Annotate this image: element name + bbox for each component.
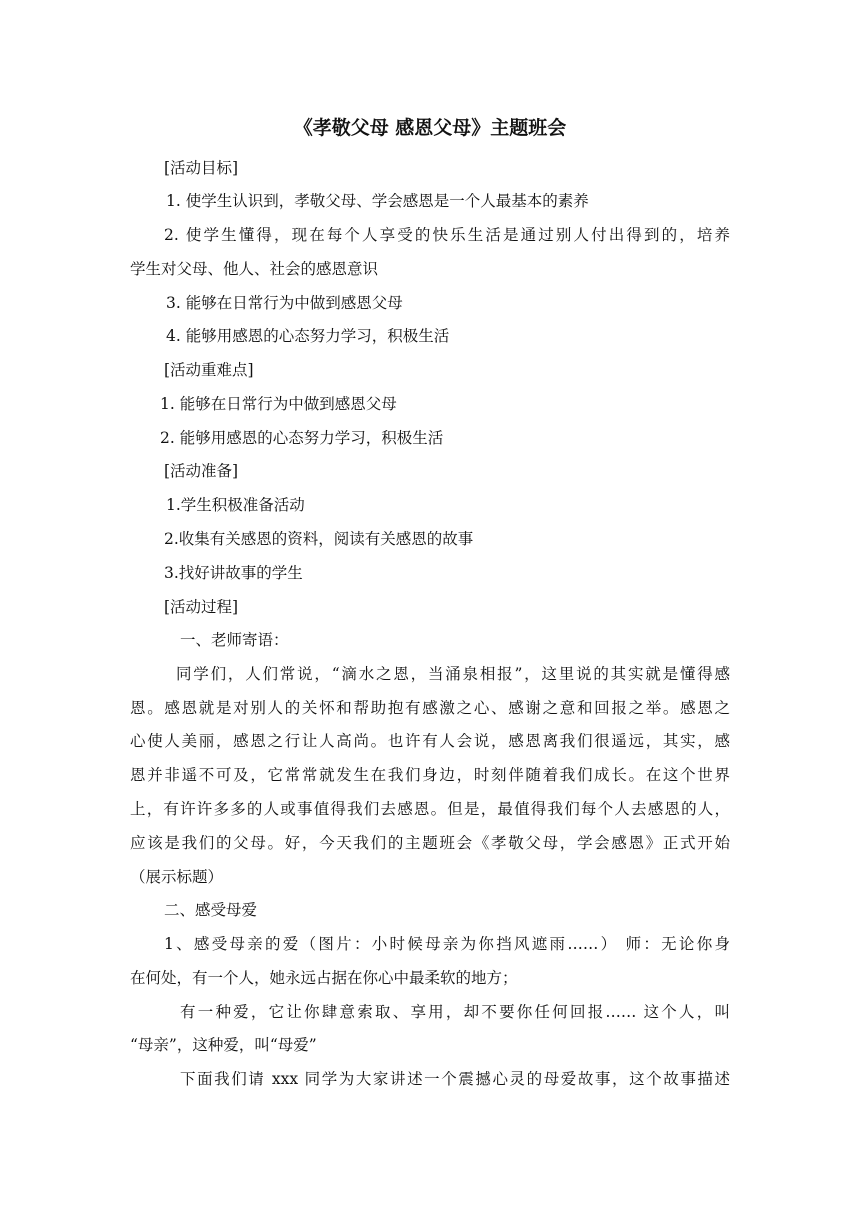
- paragraph-line: 在何处，有一个人，她永远占据在你心中最柔软的地方；: [130, 969, 518, 987]
- section-heading-preparation: [活动准备]: [164, 462, 239, 480]
- key-point-item-2: 2. 能够用感恩的心态努力学习，积极生活: [160, 429, 444, 447]
- section-heading-process: [活动过程]: [164, 598, 239, 616]
- paragraph-line: 下面我们请 xxx 同学为大家讲述一个震撼心灵的母爱故事，这个故事描述: [180, 1070, 730, 1088]
- paragraph-line: （展示标题）: [130, 868, 224, 886]
- paragraph-line: 上，有许许多多的人或事值得我们去感恩。但是，最值得我们每个人去感恩的人，: [130, 800, 730, 818]
- objective-item-3: 3. 能够在日常行为中做到感恩父母: [166, 294, 403, 312]
- objective-item-1: 1. 使学生认识到，孝敬父母、学会感恩是一个人最基本的素养: [166, 192, 589, 210]
- subheading-teacher-message: 一、老师寄语：: [180, 631, 289, 649]
- section-heading-objectives: [活动目标]: [164, 159, 239, 177]
- paragraph-line: 有一种爱，它让你肆意索取、享用，却不要你任何回报…… 这个人，叫: [180, 1003, 730, 1021]
- key-point-item-1: 1. 能够在日常行为中做到感恩父母: [160, 395, 397, 413]
- preparation-item-3: 3.找好讲故事的学生: [164, 564, 303, 582]
- objective-item-2: 2. 使学生懂得，现在每个人享受的快乐生活是通过别人付出得到的，培养: [164, 226, 730, 244]
- objective-item-2-cont: 学生对父母、他人、社会的感恩意识: [130, 260, 379, 278]
- subheading-feel-mother-love: 二、感受母爱: [164, 901, 258, 919]
- document-title: 《孝敬父母 感恩父母》主题班会: [293, 117, 567, 139]
- paragraph-line: 1、感受母亲的爱（图片：小时候母亲为你挡风遮雨……） 师：无论你身: [164, 935, 730, 953]
- paragraph-line: 心使人美丽，感恩之行让人高尚。也许有人会说，感恩离我们很遥远，其实，感: [130, 732, 730, 750]
- paragraph-line: 恩并非遥不可及，它常常就发生在我们身边，时刻伴随着我们成长。在这个世界: [130, 766, 730, 784]
- preparation-item-1: 1.学生积极准备活动: [166, 496, 305, 514]
- paragraph-line: 应该是我们的父母。好，今天我们的主题班会《孝敬父母，学会感恩》正式开始: [130, 834, 730, 852]
- section-heading-key-points: [活动重难点]: [164, 361, 254, 379]
- paragraph-line: “母亲”，这种爱，叫“母爱”: [130, 1036, 317, 1054]
- paragraph-line: 恩。感恩就是对别人的关怀和帮助抱有感激之心、感谢之意和回报之举。感恩之: [130, 699, 730, 717]
- paragraph-line: 同学们，人们常说，“滴水之恩，当涌泉相报”，这里说的其实就是懂得感: [176, 665, 730, 683]
- preparation-item-2: 2.收集有关感恩的资料，阅读有关感恩的故事: [164, 530, 474, 548]
- objective-item-4: 4. 能够用感恩的心态努力学习，积极生活: [166, 327, 450, 345]
